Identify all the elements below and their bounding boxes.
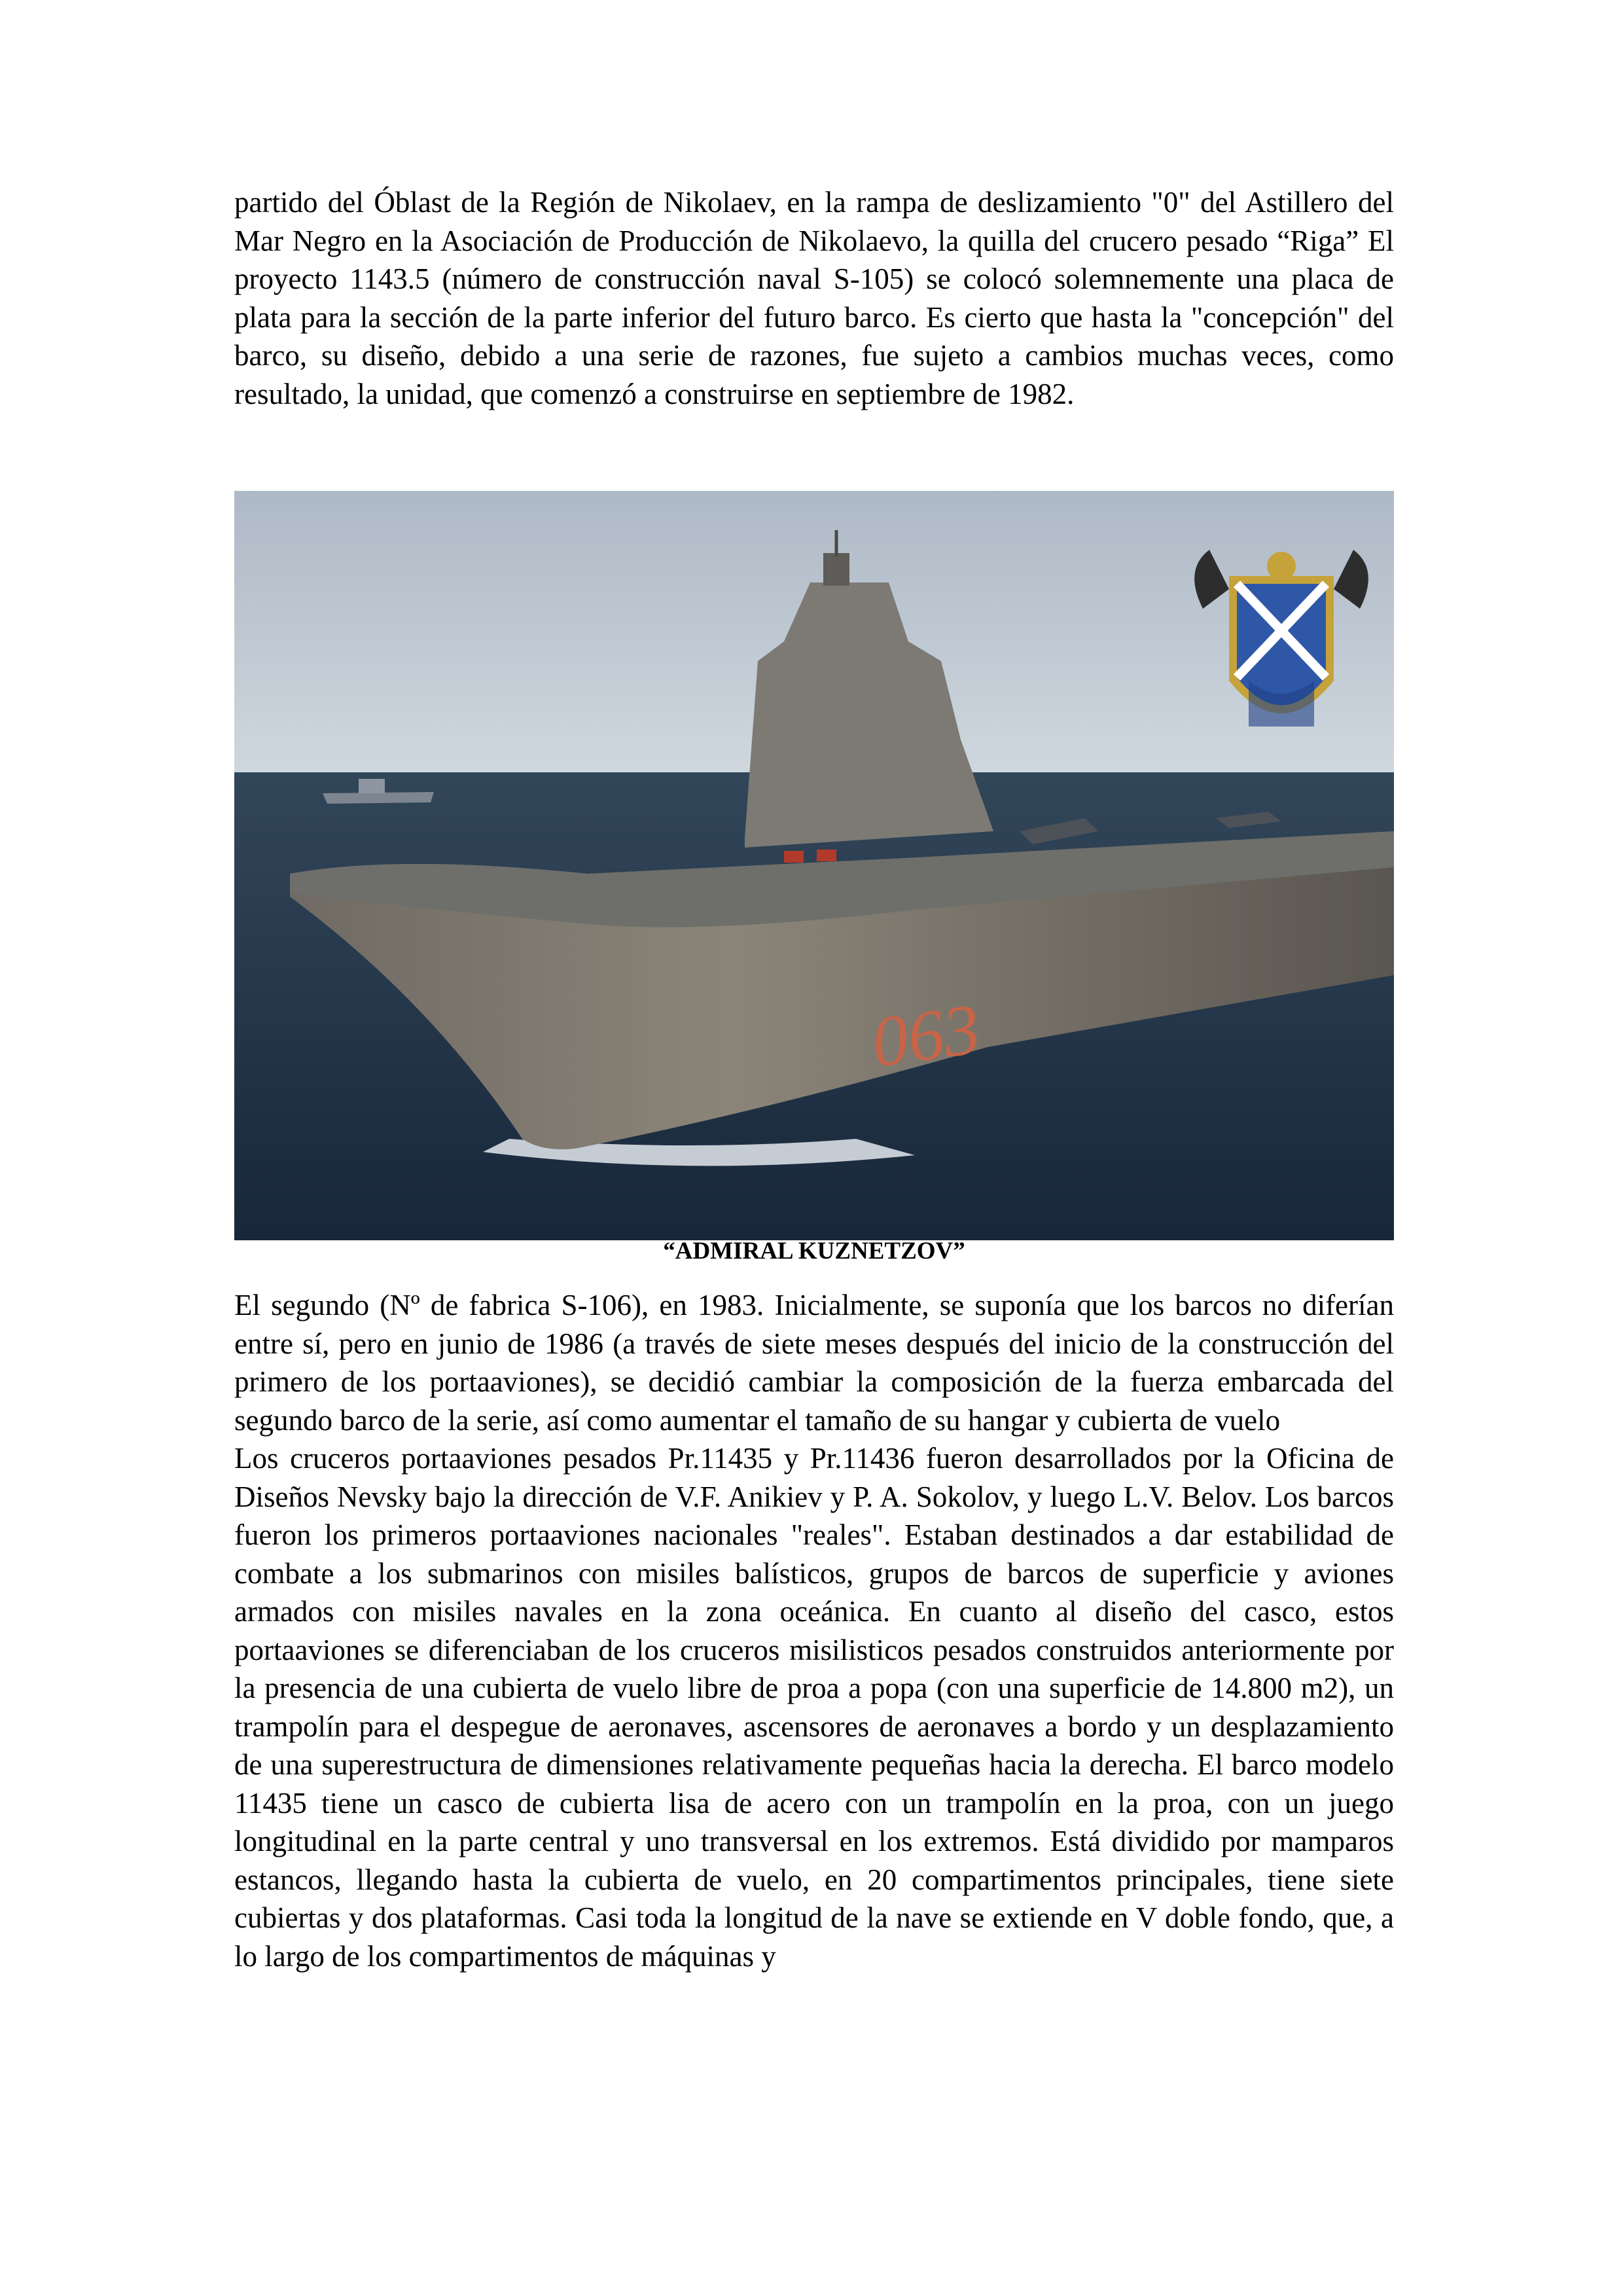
hull-number: 063 [866,988,985,1083]
paragraph-3: Los cruceros portaaviones pesados Pr.11435 y Pr.11436 fueron desarrollados por la Oficina de Diseños Nevsky bajo la dirección de V.F. Anikiev y P. A. Sokolov, y luego L.V. Belov. Los barcos fueron los primeros portaaviones nacionales "reales". Estaban destinados a dar estabilidad de combate a los submarinos con misiles balísticos, grupos de barcos de superficie y aviones armados con misiles navales en la zona oceánica. En cuanto al diseño del casco, estos portaaviones se diferenciaban de los cruceros misilisticos pesados construidos anteriormente por la presencia de una cubierta de vuelo libre de proa a popa (con una superficie de 14.800 m2), un trampolín para el despegue de aeronaves, ascensores de aeronaves a bordo y un desplazamiento de una superestructura de dimensiones relativamente pequeñas hacia la derecha. El barco modelo 11435 tiene un casco de cubierta lisa de acero con un trampolín en la proa, con un juego longitudinal en la parte central y uno transversal en los extremos. Está dividido por mamparos estancos, llegando hasta la cubierta de vuelo, en 20 compartimentos principales, tiene siete cubiertas y dos plataformas. Casi toda la longitud de la nave se extiende en V doble fondo, que, a lo largo de los compartimentos de máquinas y [234,1442,1394,1973]
body-text [234,1286,1394,1975]
paragraph-1: partido del Óblast de la Región de Nikolaev, en la rampa de deslizamiento "0" del Astillero del Mar Negro en la Asociación de Producción de Nikolaevo, la quilla del crucero pesado “Riga” El proyecto 1143.5 (número de construcción naval S-105) se colocó solemnemente una placa de plata para la sección de la parte inferior del futuro barco. Es cierto que hasta la "concepción" del barco, su diseño, debido a una serie de razones, fue sujeto a cambios muchas veces, como resultado, la unidad, que comenzó a construirse en septiembre de 1982. [234,186,1394,410]
figure-caption: “ADMIRAL KUZNETZOV” [663,1238,965,1265]
intro-text [234,183,1394,413]
escort-ship [323,792,434,804]
paragraph-2: El segundo (Nº de fabrica S-106), en 1983. Inicialmente, se suponía que los barcos no diferían entre sí, pero en junio de 1986 (a través de siete meses después del inicio de la construcción del primero de los portaaviones), se decidió cambiar la composición de la fuerza embarcada del segundo barco de la serie, así como aumentar el tamaño de su hangar y cubierta de vuelo [234,1289,1394,1437]
carrier-photo [234,491,1394,1240]
